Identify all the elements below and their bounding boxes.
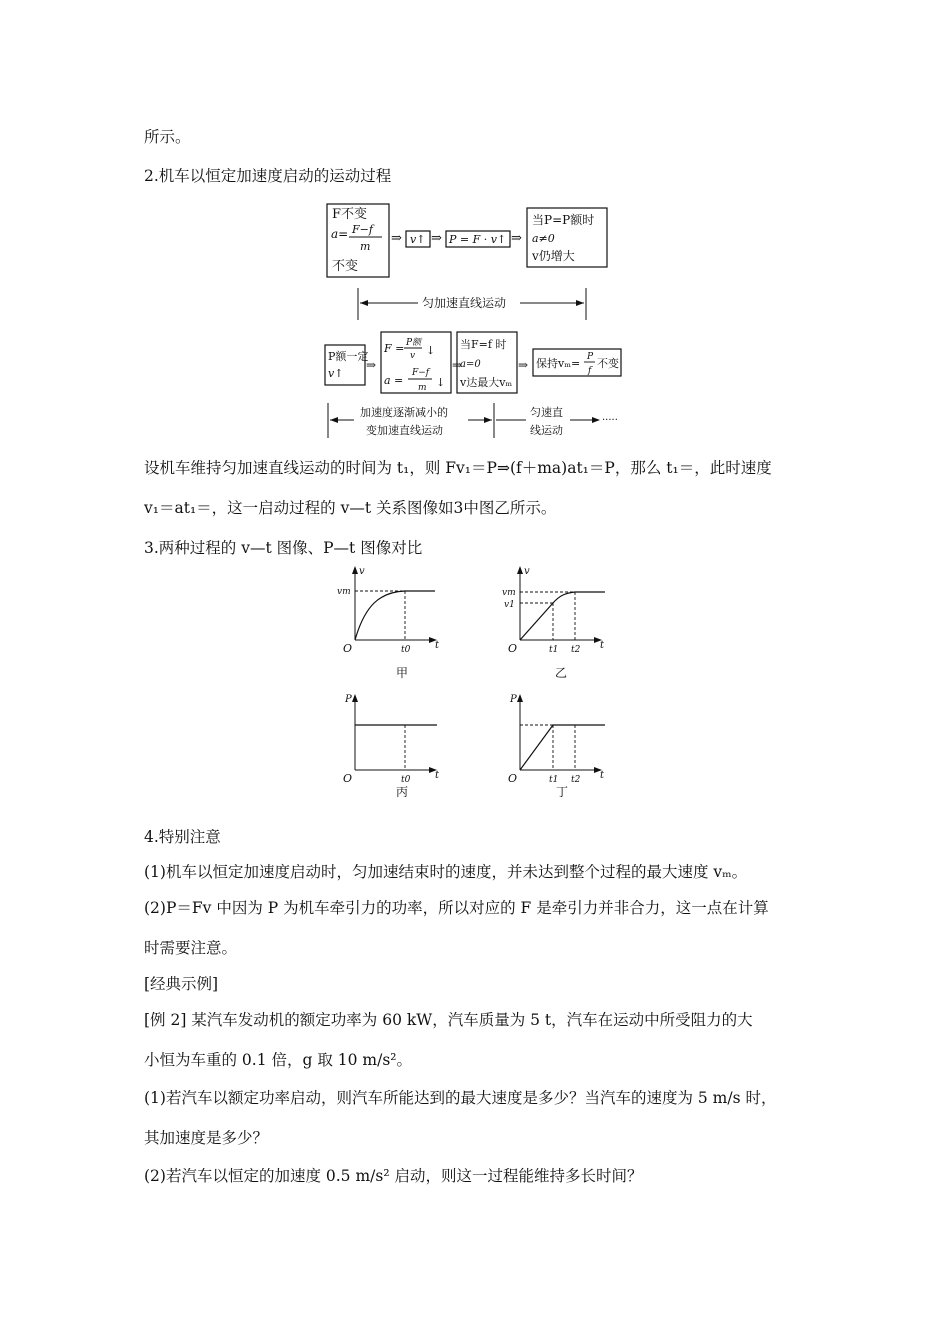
text-line: [经典示例] [144, 975, 219, 993]
flow-span-label: 变加速直线运动 [366, 424, 443, 437]
flow-text: m [418, 383, 427, 393]
text-line: 时需要注意。 [144, 939, 238, 957]
origin-label: O [343, 642, 353, 655]
flow-text: v↑ [328, 367, 344, 380]
svg-text:⇒: ⇒ [518, 358, 529, 372]
text-line: 设机车维持匀加速直线运动的时间为 t₁，则 Fv₁＝P⇒(f＋ma)at₁＝P，那么 t₁＝，此时速度 [144, 459, 772, 477]
graph-yi [500, 560, 625, 685]
origin-label: O [343, 772, 353, 785]
svg-text:⇒: ⇒ [511, 231, 522, 246]
text-line: (1)若汽车以额定功率启动，则汽车所能达到的最大速度是多少？当汽车的速度为 5 m/s 时， [144, 1089, 777, 1107]
flow-text: f [588, 366, 592, 376]
axis-label: P [510, 694, 517, 705]
axis-label: t [600, 640, 605, 651]
axis-label: t [435, 770, 440, 781]
svg-text:⇒: ⇒ [452, 358, 463, 372]
flow-span-label: 线运动 [530, 424, 563, 437]
flow-diagram-rated-power [318, 330, 628, 440]
axis-label: v [524, 566, 530, 577]
flow-text: F不变 [332, 207, 368, 222]
text-line: (2)P＝Fv 中因为 P 为机车牵引力的功率，所以对应的 F 是牵引力并非合力，这一点在计算 [144, 899, 769, 917]
flow-text: v [410, 351, 416, 361]
flow-text: P = F · v↑ [449, 233, 507, 246]
flow-text: 不变 [597, 357, 619, 370]
axis-label: v [359, 566, 365, 577]
tick-label: t0 [401, 775, 411, 785]
axis-label: t [600, 770, 605, 781]
flow-text: a≠0 [532, 232, 555, 245]
flow-diagram-constant-acceleration [320, 200, 640, 325]
section-heading: 3.两种过程的 v—t 图像、P—t 图像对比 [144, 539, 423, 557]
flow-text: a = [384, 374, 404, 387]
axis-label: P [345, 694, 352, 705]
flow-span-label: 匀速直 [530, 406, 563, 419]
text-line: v₁＝at₁＝，这一启动过程的 v—t 关系图像如3中图乙所示。 [144, 499, 557, 517]
section-heading: 4.特别注意 [144, 828, 221, 846]
graph-caption: 乙 [555, 666, 568, 680]
flow-text: P [587, 352, 594, 362]
tick-label: t2 [571, 645, 581, 655]
flow-text: m [360, 240, 371, 253]
graph-bing [335, 688, 460, 803]
flow-text: P额一定 [328, 350, 369, 363]
section-heading: 2.机车以恒定加速度启动的运动过程 [144, 167, 392, 185]
flow-text: F = [384, 342, 405, 355]
axis-label: t [435, 640, 440, 651]
origin-label: O [508, 642, 518, 655]
tick-label: vm [337, 587, 351, 597]
flow-text: 当F=f 时 [460, 338, 507, 351]
tick-label: v1 [504, 600, 515, 610]
flow-span-label: 加速度逐渐减小的 [360, 406, 448, 419]
graph-caption: 丙 [396, 785, 409, 799]
graph-jia [335, 560, 460, 685]
graph-caption: 甲 [396, 666, 409, 680]
tick-label: t1 [549, 775, 559, 785]
flow-text: F−f [412, 368, 430, 378]
flow-text: v达最大vₘ [460, 376, 513, 389]
text-line: 其加速度是多少？ [144, 1129, 269, 1147]
text-line: 所示。 [144, 128, 191, 146]
flow-text: v仍增大 [532, 249, 575, 263]
flow-text: 不变 [332, 259, 359, 274]
flow-text: v↑ [410, 233, 426, 246]
flow-text: F−f [352, 223, 373, 236]
flow-text: 当P=P额时 [532, 213, 595, 227]
svg-text:⇒: ⇒ [431, 231, 442, 246]
flow-text: P额 [406, 338, 422, 348]
svg-text:⇒: ⇒ [391, 231, 402, 246]
flow-text: 保持vₘ= [536, 357, 581, 370]
flow-text: a=0 [460, 359, 481, 370]
origin-label: O [508, 772, 518, 785]
flow-text: ↓ [426, 344, 436, 357]
tick-label: t2 [571, 775, 581, 785]
text-line: [例 2] 某汽车发动机的额定功率为 60 kW，汽车质量为 5 t，汽车在运动中所受阻力的大 [144, 1011, 753, 1029]
svg-text:⇒: ⇒ [366, 358, 377, 372]
text-line: (2)若汽车以恒定的加速度 0.5 m/s² 启动，则这一过程能维持多长时间？ [144, 1167, 643, 1185]
tick-label: vm [502, 588, 516, 598]
flow-dots: ····· [602, 415, 618, 426]
flow-text: ↓ [436, 376, 446, 389]
graph-ding [500, 688, 625, 803]
flow-text: a= [331, 227, 349, 241]
flow-span-label: 匀加速直线运动 [422, 296, 507, 310]
text-line: 小恒为车重的 0.1 倍，g 取 10 m/s²。 [144, 1051, 413, 1069]
graph-caption: 丁 [556, 785, 569, 799]
text-line: (1)机车以恒定加速度启动时，匀加速结束时的速度，并未达到整个过程的最大速度 vₘ。 [144, 863, 748, 881]
tick-label: t0 [401, 645, 411, 655]
tick-label: t1 [549, 645, 559, 655]
